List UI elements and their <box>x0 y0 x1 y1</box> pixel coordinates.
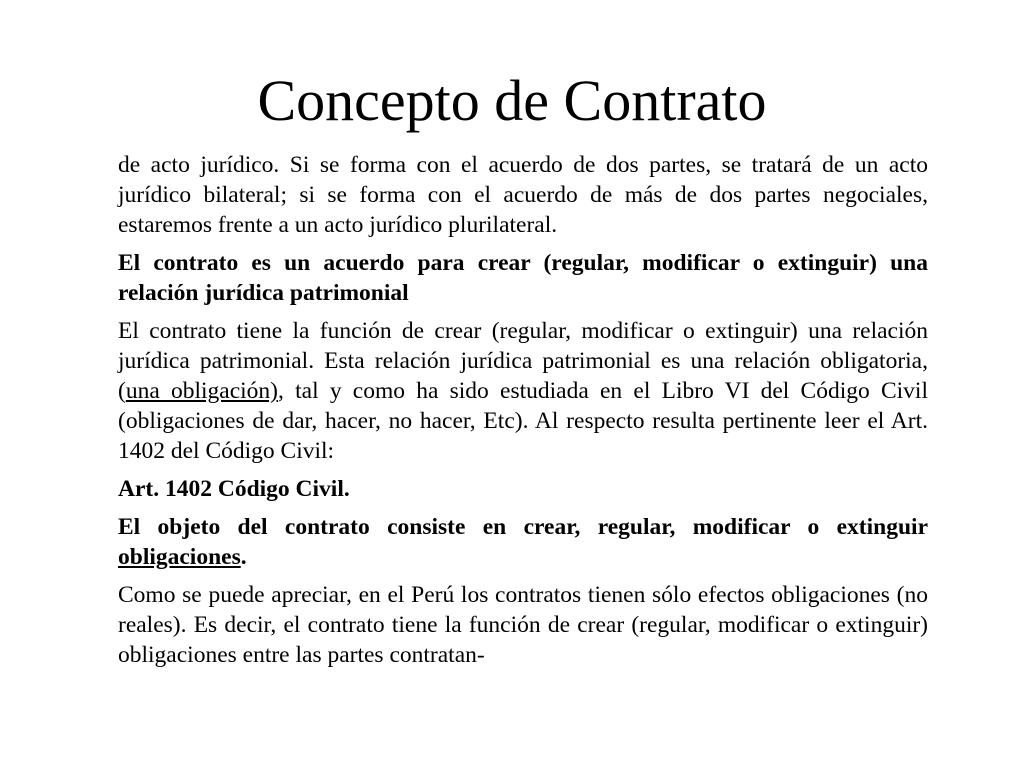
paragraph-objeto-text-start: El objeto del contrato consiste en crear, regular, modificar o extinguir <box>118 514 928 540</box>
paragraph-objeto-contrato <box>118 512 928 572</box>
obligacion-link[interactable]: una obligación) <box>125 378 279 404</box>
slide-title: Concepto de Contrato <box>257 68 767 133</box>
obligaciones-link[interactable]: obligaciones <box>118 544 241 570</box>
paragraph-funcion-text-start: El contrato tiene la función de crear (regular, modificar o extinguir) una relación jurídica patrimonial. Esta relación jurídica patrimonial es una relación obligatoria, ( <box>118 318 928 404</box>
paragraph-funcion-text-end: , tal y como ha sido estudiada en el Libro VI del Código Civil (obligaciones de dar, hacer, no hacer, Etc). Al respecto resulta pertinente leer el Art. 1402 del Código Civil: <box>118 378 928 464</box>
slide-body <box>118 150 928 678</box>
paragraph-acto-juridico: de acto jurídico. Si se forma con el acuerdo de dos partes, se tratará de un acto jurídico bilateral; si se forma con el acuerdo de más de dos partes negociales, estaremos frente a un acto jurídico plurilateral. <box>118 152 928 238</box>
paragraph-efectos-contratos: Como se puede apreciar, en el Perú los contratos tienen sólo efectos obligaciones (no reales). Es decir, el contrato tiene la función de crear (regular, modificar o extinguir) obligaciones entre las partes contratan- <box>118 582 928 668</box>
paragraph-contrato-definicion: El contrato es un acuerdo para crear (regular, modificar o extinguir) una relación jurídica patrimonial <box>118 250 928 306</box>
paragraph-funcion-contrato <box>118 316 928 466</box>
paragraph-art-1402: Art. 1402 Código Civil. <box>118 476 350 502</box>
paragraph-objeto-text-end: . <box>240 544 247 570</box>
